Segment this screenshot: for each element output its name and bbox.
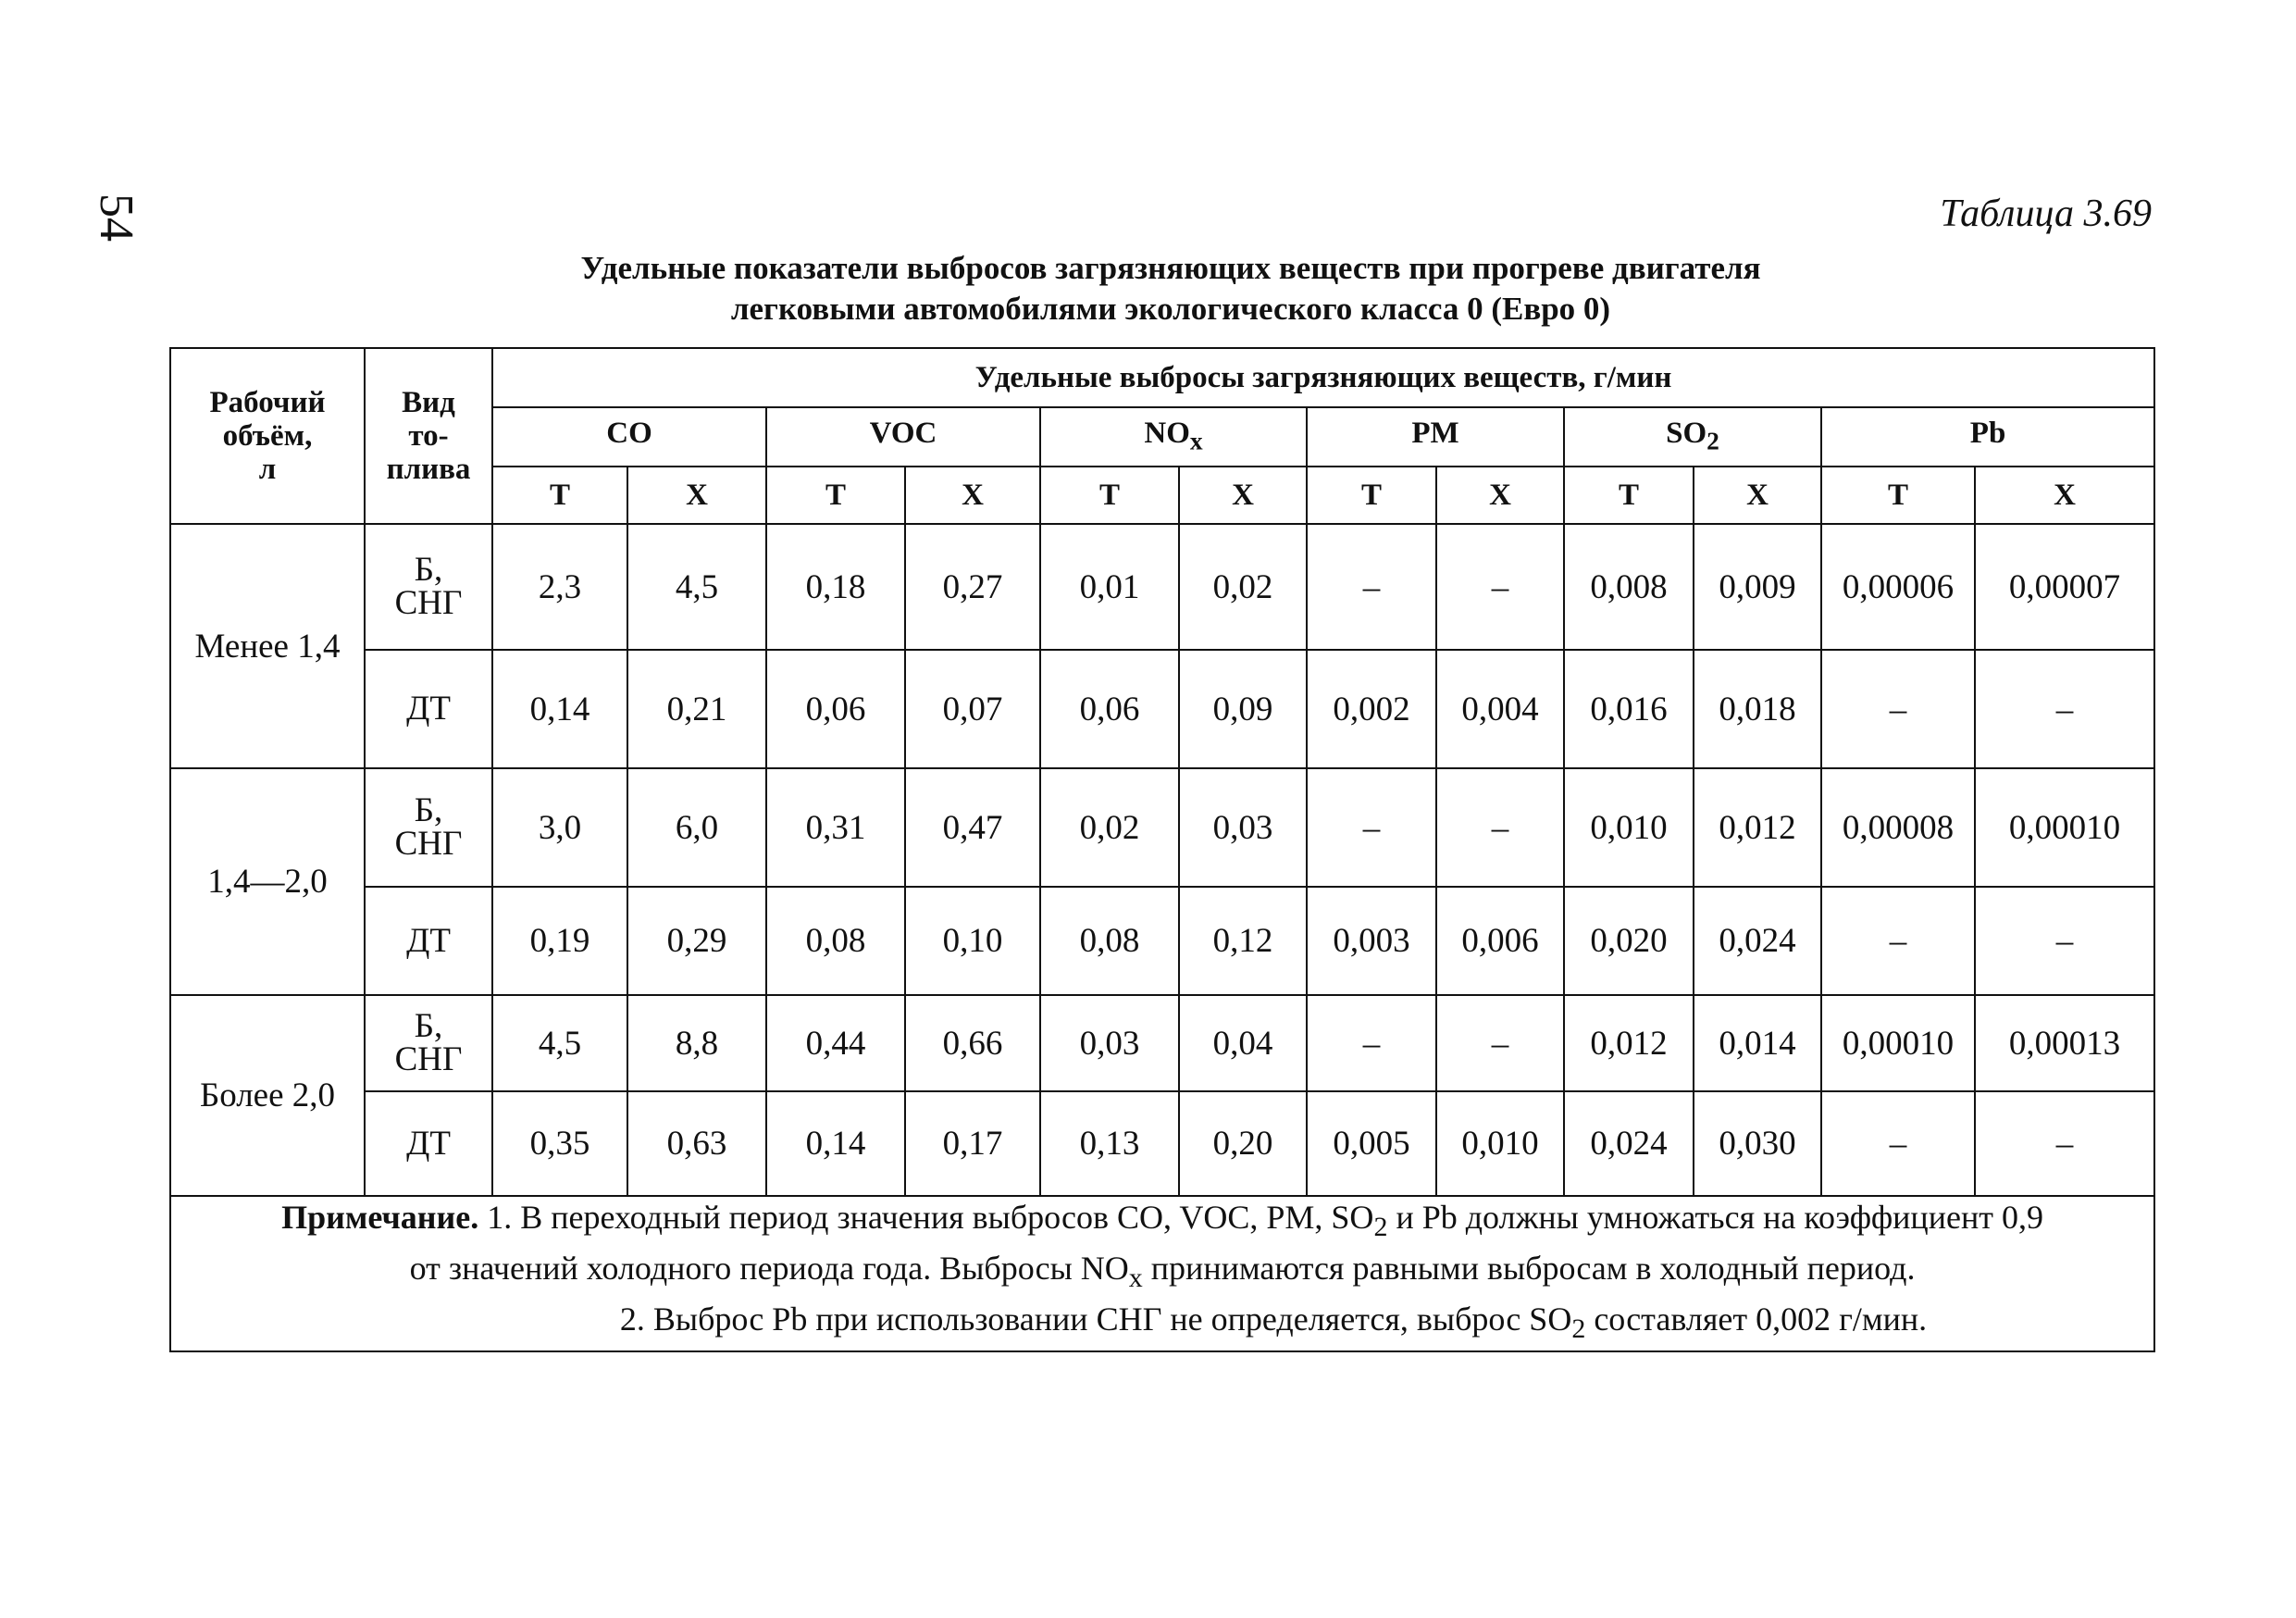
value-cell: –	[1821, 650, 1975, 768]
value-cell: 2,3	[492, 524, 627, 650]
value-cell: –	[1307, 768, 1436, 887]
table-number: Таблица 3.69	[1940, 193, 2152, 235]
value-cell: 0,00013	[1975, 995, 2154, 1091]
value-cell: 6,0	[627, 768, 766, 887]
value-cell: 0,01	[1040, 524, 1179, 650]
value-cell: 0,00006	[1821, 524, 1975, 650]
note-label: Примечание.	[281, 1199, 479, 1236]
table-row	[170, 768, 2154, 887]
value-cell: 0,003	[1307, 887, 1436, 995]
table-row	[170, 650, 2154, 768]
value-cell: –	[1436, 768, 1564, 887]
pollutant-header: $NO_x$	[1040, 407, 1307, 467]
period-warm-header: Т	[766, 467, 905, 524]
emissions-header: Удельные выбросы загрязняющих веществ, г/мин	[492, 348, 2154, 407]
value-cell: 0,12	[1179, 887, 1307, 995]
value-cell: –	[1975, 1091, 2154, 1196]
period-cold-header: Х	[627, 467, 766, 524]
period-warm-header: Т	[492, 467, 627, 524]
value-cell: –	[1307, 995, 1436, 1091]
volume-cell: Более 2,0	[170, 995, 365, 1196]
value-cell: 0,21	[627, 650, 766, 768]
value-cell: 0,66	[905, 995, 1040, 1091]
fuel-cell: Б, СНГ	[365, 524, 492, 650]
value-cell: –	[1436, 995, 1564, 1091]
value-cell: 0,17	[905, 1091, 1040, 1196]
value-cell: 0,14	[492, 650, 627, 768]
period-warm-header: Т	[1821, 467, 1975, 524]
value-cell: 0,02	[1040, 768, 1179, 887]
value-cell: 0,08	[1040, 887, 1179, 995]
value-cell: 0,03	[1040, 995, 1179, 1091]
value-cell: 0,18	[766, 524, 905, 650]
value-cell: 0,00007	[1975, 524, 2154, 650]
value-cell: 4,5	[627, 524, 766, 650]
value-cell: 3,0	[492, 768, 627, 887]
value-cell: 0,20	[1179, 1091, 1307, 1196]
volume-cell: Менее 1,4	[170, 524, 365, 768]
value-cell: –	[1821, 1091, 1975, 1196]
table-row	[170, 995, 2154, 1091]
fuel-cell: ДТ	[365, 1091, 492, 1196]
page-number: 54	[90, 193, 143, 242]
value-cell: 0,030	[1694, 1091, 1821, 1196]
value-cell: 0,00010	[1975, 768, 2154, 887]
fuel-cell: ДТ	[365, 650, 492, 768]
fuel-cell: ДТ	[365, 887, 492, 995]
value-cell: 0,014	[1694, 995, 1821, 1091]
table-note	[170, 1196, 2154, 1351]
value-cell: 0,02	[1179, 524, 1307, 650]
pollutant-header: CO	[492, 407, 766, 467]
period-cold-header: Х	[1436, 467, 1564, 524]
table-row	[170, 524, 2154, 650]
value-cell: 8,8	[627, 995, 766, 1091]
value-cell: –	[1307, 524, 1436, 650]
period-cold-header: Х	[1975, 467, 2154, 524]
value-cell: –	[1821, 887, 1975, 995]
caption-line-2: легковыми автомобилями экологического класса 0 (Евро 0)	[730, 291, 1611, 327]
value-cell: 0,016	[1564, 650, 1694, 768]
volume-header: Рабочий объём, л	[170, 348, 365, 524]
pollutant-header: $SO_2$	[1564, 407, 1821, 467]
table-row	[170, 1091, 2154, 1196]
period-cold-header: Х	[1694, 467, 1821, 524]
value-cell: 0,06	[1040, 650, 1179, 768]
value-cell: 0,010	[1564, 768, 1694, 887]
value-cell: 0,04	[1179, 995, 1307, 1091]
value-cell: 0,08	[766, 887, 905, 995]
period-cold-header: Х	[905, 467, 1040, 524]
value-cell: 0,002	[1307, 650, 1436, 768]
value-cell: 0,018	[1694, 650, 1821, 768]
note-line-1: Примечание. 1. В переходный период значения выбросов CO, VOC, PM, $SO_2$ и Pb должны умножаться на коэффициент 0,9	[281, 1199, 2043, 1243]
value-cell: 0,47	[905, 768, 1040, 887]
value-cell: 0,09	[1179, 650, 1307, 768]
value-cell: 0,00010	[1821, 995, 1975, 1091]
volume-cell: 1,4—2,0	[170, 768, 365, 995]
table-caption	[167, 248, 2175, 330]
value-cell: 0,06	[766, 650, 905, 768]
value-cell: 0,012	[1564, 995, 1694, 1091]
value-cell: 0,009	[1694, 524, 1821, 650]
value-cell: 0,44	[766, 995, 905, 1091]
period-warm-header: Т	[1307, 467, 1436, 524]
value-cell: 0,27	[905, 524, 1040, 650]
note-row	[170, 1196, 2154, 1351]
value-cell: 0,07	[905, 650, 1040, 768]
value-cell: 0,13	[1040, 1091, 1179, 1196]
value-cell: 4,5	[492, 995, 627, 1091]
value-cell: 0,63	[627, 1091, 766, 1196]
fuel-header: Вид то- плива	[365, 348, 492, 524]
value-cell: 0,14	[766, 1091, 905, 1196]
note-line-3: 2. Выброс Pb при использовании СНГ не определяется, выброс $SO_2$ составляет 0,002 г/мин.	[619, 1301, 1928, 1345]
value-cell: 0,00008	[1821, 768, 1975, 887]
value-cell: 0,012	[1694, 768, 1821, 887]
header-row-1	[170, 348, 2154, 407]
value-cell: –	[1436, 524, 1564, 650]
value-cell: 0,006	[1436, 887, 1564, 995]
period-warm-header: Т	[1564, 467, 1694, 524]
value-cell: 0,35	[492, 1091, 627, 1196]
period-cold-header: Х	[1179, 467, 1307, 524]
value-cell: 0,29	[627, 887, 766, 995]
value-cell: –	[1975, 650, 2154, 768]
value-cell: 0,008	[1564, 524, 1694, 650]
table-row	[170, 887, 2154, 995]
value-cell: 0,03	[1179, 768, 1307, 887]
pollutant-header: Pb	[1821, 407, 2154, 467]
value-cell: 0,10	[905, 887, 1040, 995]
value-cell: 0,31	[766, 768, 905, 887]
value-cell: 0,024	[1694, 887, 1821, 995]
pollutant-header: PM	[1307, 407, 1564, 467]
period-warm-header: Т	[1040, 467, 1179, 524]
caption-line-1: Удельные показатели выбросов загрязняющих веществ при прогреве двигателя	[580, 250, 1761, 286]
pollutant-header: VOC	[766, 407, 1040, 467]
fuel-cell: Б, СНГ	[365, 768, 492, 887]
value-cell: 0,020	[1564, 887, 1694, 995]
note-line-2: от значений холодного периода года. Выбросы $NO_x$ принимаются равными выбросам в холодный период.	[409, 1250, 1916, 1294]
value-cell: –	[1975, 887, 2154, 995]
fuel-cell: Б, СНГ	[365, 995, 492, 1091]
value-cell: 0,024	[1564, 1091, 1694, 1196]
emissions-table	[169, 347, 2155, 1352]
value-cell: 0,004	[1436, 650, 1564, 768]
value-cell: 0,010	[1436, 1091, 1564, 1196]
value-cell: 0,19	[492, 887, 627, 995]
value-cell: 0,005	[1307, 1091, 1436, 1196]
